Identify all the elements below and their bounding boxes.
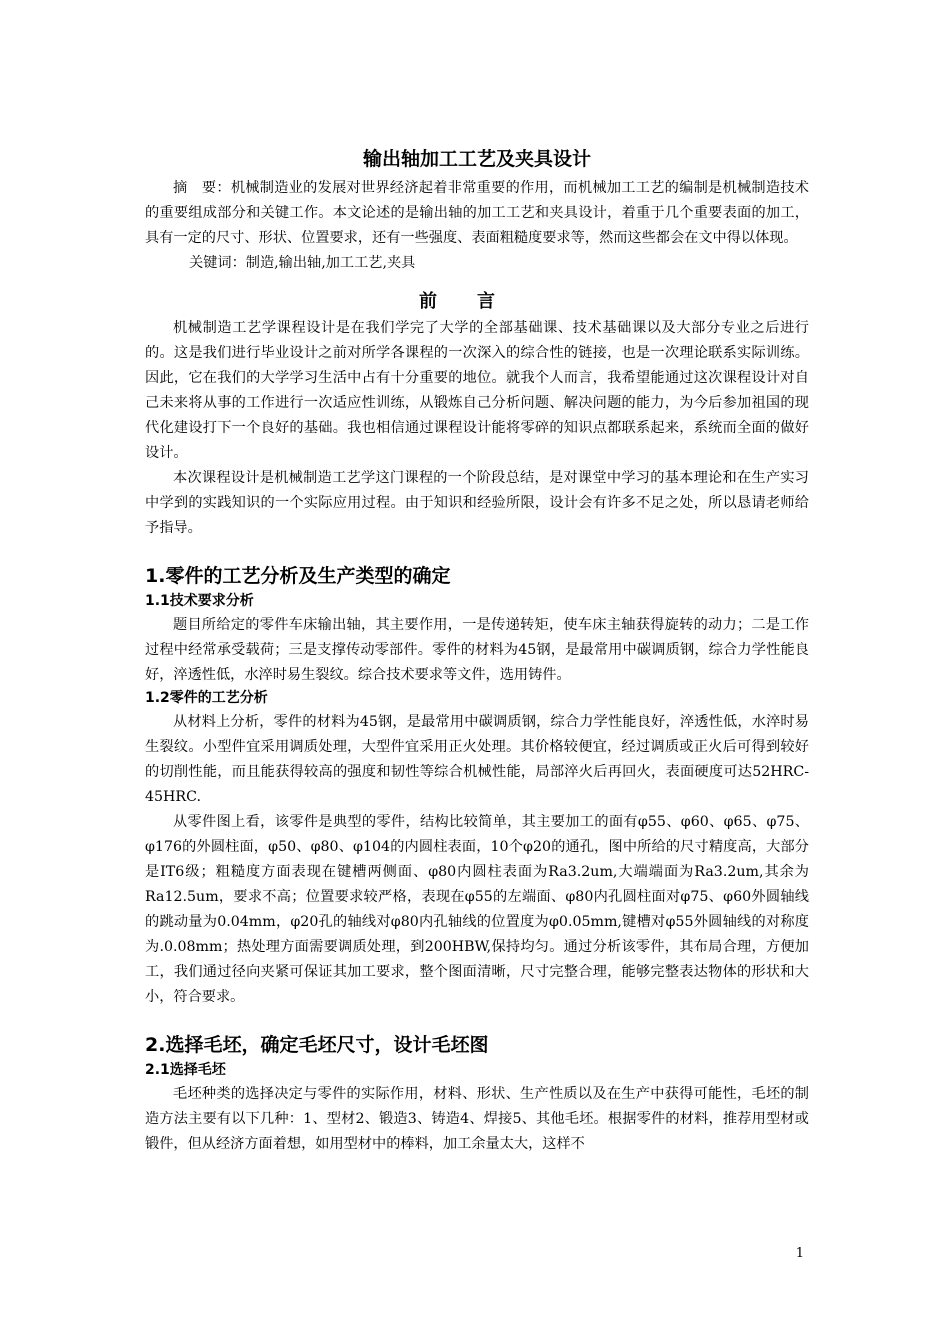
section-1-1-paragraph: 题目所给定的零件车床输出轴，其主要作用，一是传递转矩，使车床主轴获得旋转的动力；二是工作过程中经常承受载荷；三是支撑传动零部件。零件的材料为45钢，是最常用中碳调质钢，综合力学性能良好，淬透性低，水淬时易生裂纹。综合技术要求等文件，选用铸件。 (145, 617, 809, 683)
abstract-paragraph: 摘 要：机械制造业的发展对世界经济起着非常重要的作用，而机械加工工艺的编制是机械制造技术的重要组成部分和关键工作。本文论述的是输出轴的加工工艺和夹具设计，着重于几个重要表面的加工，具有一定的尺寸、形状、位置要求，还有一些强度、表面粗糙度要求等，然而这些都会在文中得以体现。 (145, 180, 809, 246)
section-1-2-heading: 1.2零件的工艺分析 (145, 690, 268, 706)
section-1-2-paragraph-1: 从材料上分析，零件的材料为45钢，是最常用中碳调质钢，综合力学性能良好，淬透性低，水淬时易生裂纹。小型件宜采用调质处理，大型件宜采用正火处理。其价格较便宜，经过调质或正火后可得到较好的切削性能，而且能获得较高的强度和韧性等综合机械性能，局部淬火后再回火，表面硬度可达52HRC-45HRC. (145, 714, 809, 805)
document-body (145, 146, 809, 1157)
preface-paragraph-2: 本次课程设计是机械制造工艺学这门课程的一个阶段总结，是对课堂中学习的基本理论和在生产实习中学到的实践知识的一个实际应用过程。由于知识和经验所限，设计会有许多不足之处，所以恳请老师给予指导。 (145, 470, 809, 536)
keywords-line: 关键词：制造,输出轴,加工工艺,夹具 (189, 255, 416, 271)
page-number: 1 (795, 1246, 804, 1261)
preface-paragraph-1: 机械制造工艺学课程设计是在我们学完了大学的全部基础课、技术基础课以及大部分专业之后进行的。这是我们进行毕业设计之前对所学各课程的一次深入的综合性的链接，也是一次理论联系实际训练。因此，它在我们的大学学习生活中占有十分重要的地位。就我个人而言，我希望能通过这次课程设计对自己未来将从事的工作进行一次适应性训练，从锻炼自己分析问题、解决问题的能力，为今后参加祖国的现代化建设打下一个良好的基础。我也相信通过课程设计能将零碎的知识点都联系起来，系统而全面的做好设计。 (145, 320, 809, 461)
section-2-1-heading: 2.1选择毛坯 (145, 1062, 226, 1078)
document-title: 输出轴加工工艺及夹具设计 (362, 148, 591, 170)
section-1-heading: 1.零件的工艺分析及生产类型的确定 (145, 565, 451, 587)
section-2-heading: 2.选择毛坯，确定毛坯尺寸，设计毛坯图 (145, 1034, 489, 1056)
section-1-1-heading: 1.1技术要求分析 (145, 593, 254, 609)
section-1-2-paragraph-2: 从零件图上看，该零件是典型的零件，结构比较简单，其主要加工的面有φ55、φ60、φ65、φ75、φ176的外圆柱面，φ50、φ80、φ104的内圆柱表面，10个φ20的通孔，图中所给的尺寸精度高，大部分是IT6级；粗糙度方面表现在键槽两侧面、φ80内圆柱表面为Ra3.2um,大端端面为Ra3.2um,其余为Ra12.5um，要求不高；位置要求较严格，表现在φ55的左端面、φ80内孔圆柱面对φ75、φ60外圆轴线的跳动量为0.04mm，φ20孔的轴线对φ80内孔轴线的位置度为φ0.05mm,键槽对φ55外圆轴线的对称度为.0.08mm；热处理方面需要调质处理，到200HBW,保持均匀。通过分析该零件，其布局合理，方便加工，我们通过径向夹紧可保证其加工要求，整个图面清晰，尺寸完整合理，能够完整表达物体的形状和大小，符合要求。 (145, 814, 809, 1005)
section-2-1-paragraph: 毛坯种类的选择决定与零件的实际作用，材料、形状、生产性质以及在生产中获得可能性，毛坯的制造方法主要有以下几种：1、型材2、锻造3、铸造4、焊接5、其他毛坯。根据零件的材料，推荐用型材或锻件，但从经济方面着想，如用型材中的棒料，加工余量太大，这样不 (145, 1086, 809, 1152)
preface-heading: 前言 (419, 291, 535, 312)
